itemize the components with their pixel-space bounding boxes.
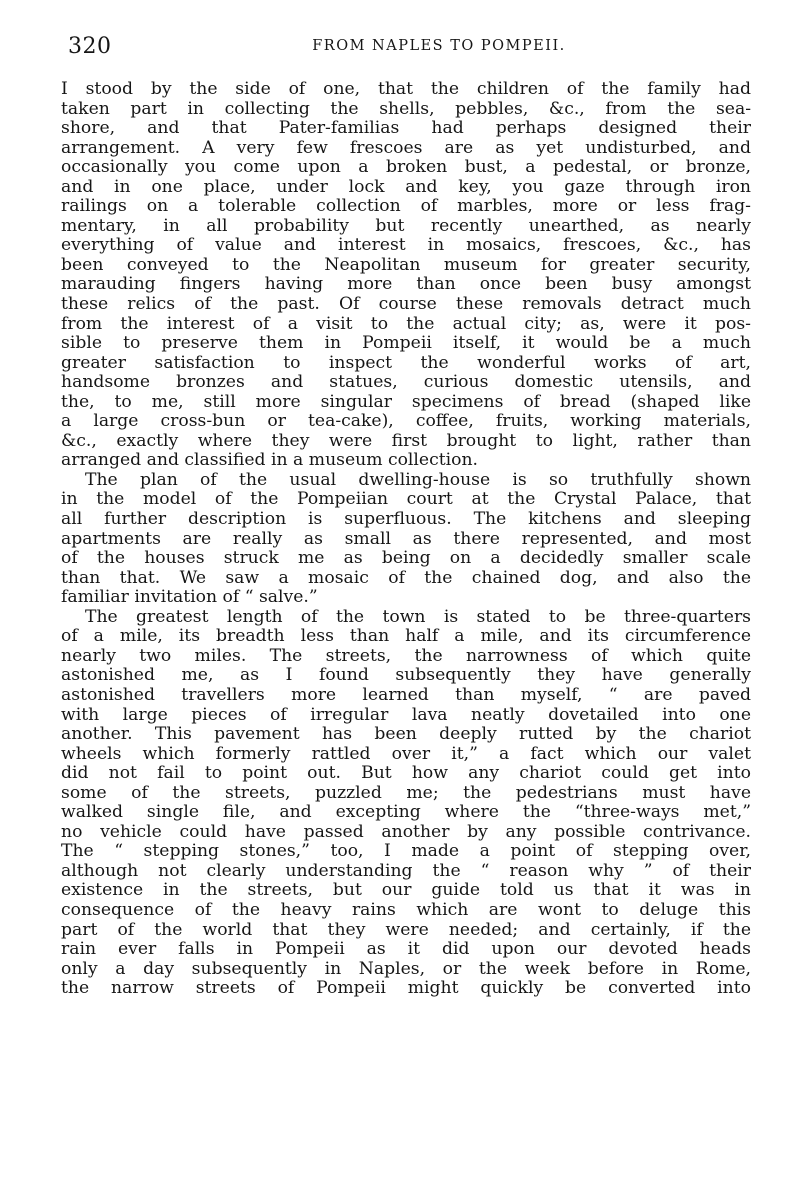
- text-line: arranged and classified in a museum collection.: [61, 450, 479, 471]
- text-line: the narrow streets of Pompeii might quickly be converted into: [61, 978, 751, 999]
- text-line: these relics of the past. Of course these removals detract much: [61, 294, 751, 315]
- text-line: only a day subsequently in Naples, or the week before in Rome,: [61, 958, 751, 979]
- text-line: The “ stepping stones,” too, I made a point of stepping over,: [61, 841, 751, 862]
- text-line: been conveyed to the Neapolitan museum for greater security,: [61, 254, 751, 275]
- running-title: FROM NAPLES TO POMPEII.: [312, 38, 566, 54]
- page-number: 320: [68, 34, 112, 59]
- text-line: the, to me, still more singular specimens of bread (shaped like: [61, 391, 751, 412]
- text-line: consequence of the heavy rains which are wont to deluge this: [61, 899, 751, 920]
- text-line: in the model of the Pompeiian court at the Crystal Palace, that: [61, 489, 751, 510]
- text-line: everything of value and interest in mosaics, frescoes, &c., has: [61, 235, 751, 256]
- text-line: taken part in collecting the shells, pebbles, &c., from the sea-: [61, 98, 751, 119]
- text-line: occasionally you come upon a broken bust, a pedestal, or bronze,: [61, 157, 751, 178]
- text-line: sible to preserve them in Pompeii itself, it would be a much: [61, 333, 751, 354]
- text-line: familiar invitation of “ salve.”: [61, 587, 318, 608]
- text-line: &c., exactly where they were first brought to light, rather than: [61, 430, 751, 451]
- text-line: rain ever falls in Pompeii as it did upon our devoted heads: [61, 939, 751, 960]
- text-line: some of the streets, puzzled me; the pedestrians must have: [61, 782, 751, 803]
- text-line: than that. We saw a mosaic of the chained dog, and also the: [61, 567, 751, 588]
- body-text: [61, 80, 751, 999]
- text-line: walked single file, and excepting where the “three-ways met,”: [61, 802, 751, 823]
- text-line: shore, and that Pater-familias had perhaps designed their: [61, 118, 751, 139]
- text-line: railings on a tolerable collection of marbles, more or less frag-: [61, 196, 751, 217]
- text-line: another. This pavement has been deeply rutted by the chariot: [61, 724, 751, 745]
- text-line: part of the world that they were needed; and certainly, if the: [61, 919, 751, 940]
- paragraph-start-line: The plan of the usual dwelling-house is so truthfully shown: [85, 469, 751, 490]
- text-line: with large pieces of irregular lava neatly dovetailed into one: [61, 704, 751, 725]
- page-header: [64, 34, 754, 62]
- text-line: arrangement. A very few frescoes are as yet undisturbed, and: [61, 137, 751, 158]
- text-line: I stood by the side of one, that the children of the family had: [61, 79, 751, 99]
- text-line: although not clearly understanding the “ reason why ” of their: [61, 860, 751, 881]
- text-line: astonished me, as I found subsequently they have generally: [61, 665, 751, 686]
- paragraph-start-line: The greatest length of the town is stated to be three-quarters: [85, 606, 751, 627]
- text-line: did not fail to point out. But how any chariot could get into: [61, 763, 751, 784]
- text-line: of a mile, its breadth less than half a mile, and its circumference: [61, 626, 751, 647]
- text-line: a large cross-bun or tea-cake), coffee, fruits, working materials,: [61, 411, 751, 432]
- text-line: greater satisfaction to inspect the wonderful works of art,: [61, 352, 751, 373]
- text-line: apartments are really as small as there represented, and most: [61, 528, 751, 549]
- text-line: wheels which formerly rattled over it,” a fact which our valet: [61, 743, 751, 764]
- text-line: astonished travellers more learned than myself, “ are paved: [61, 684, 751, 705]
- text-line: all further description is superfluous. The kitchens and sleeping: [61, 509, 751, 530]
- text-line: handsome bronzes and statues, curious domestic utensils, and: [61, 372, 751, 393]
- text-line: and in one place, under lock and key, you gaze through iron: [61, 176, 751, 197]
- text-line: marauding fingers having more than once been busy amongst: [61, 274, 751, 295]
- text-line: nearly two miles. The streets, the narrowness of which quite: [61, 645, 751, 666]
- text-line: from the interest of a visit to the actual city; as, were it pos-: [61, 313, 751, 334]
- text-line: of the houses struck me as being on a decidedly smaller scale: [61, 548, 751, 569]
- text-line: mentary, in all probability but recently unearthed, as nearly: [61, 215, 751, 236]
- text-line: existence in the streets, but our guide told us that it was in: [61, 880, 751, 901]
- text-line: no vehicle could have passed another by any possible contrivance.: [61, 821, 751, 842]
